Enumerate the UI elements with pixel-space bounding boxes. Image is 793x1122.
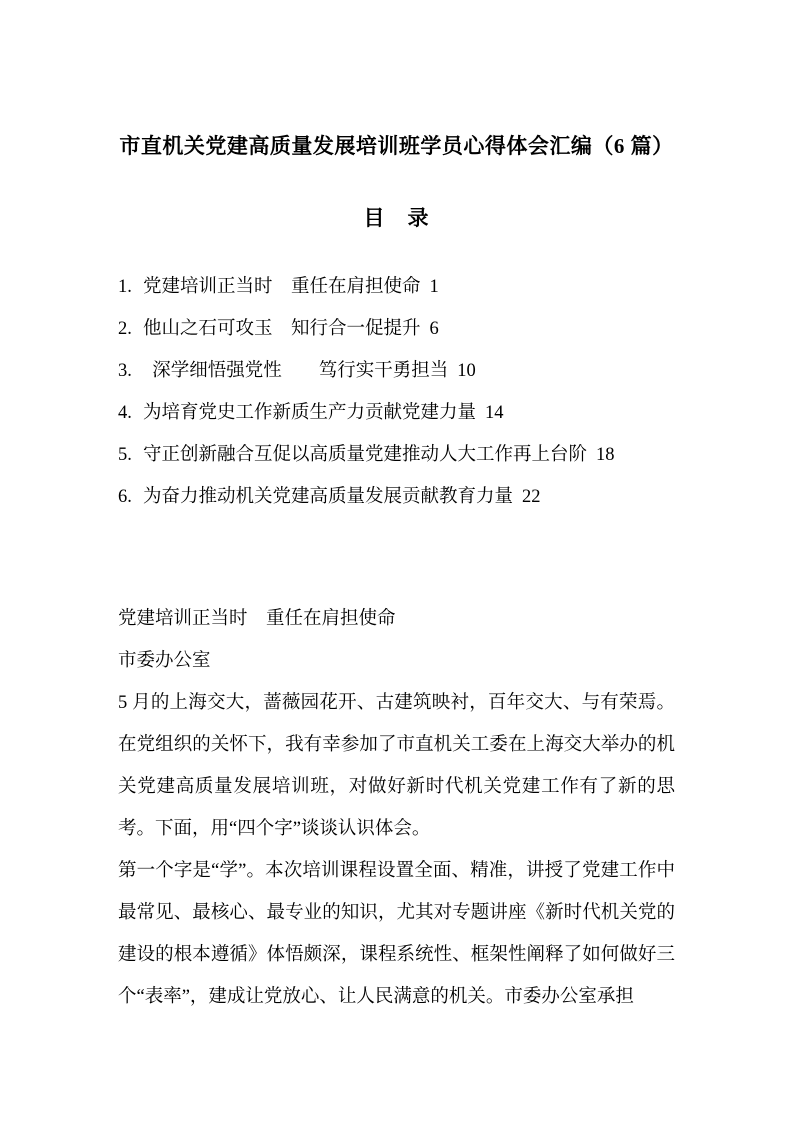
toc-item-page: 6 — [429, 319, 439, 339]
article — [118, 598, 675, 1018]
toc-item — [118, 434, 675, 476]
toc-item-title: 为培育党史工作新质生产力贡献党建力量 — [143, 403, 477, 423]
article-paragraph: 第一个字是“学”。本次培训课程设置全面、精准，讲授了党建工作中最常见、最核心、最专业的知识，尤其对专题讲座《新时代机关党的建设的根本遵循》体悟颇深，课程系统性、框架性阐释了如何做好三个“表率”，建成让党放心、让人民满意的机关。市委办公室承担 — [118, 861, 675, 1007]
toc-item-number: 2. — [118, 319, 132, 339]
toc-item-page: 22 — [522, 487, 541, 507]
toc-item-number: 1. — [118, 277, 132, 297]
toc-item-page: 1 — [429, 277, 439, 297]
toc-item-title: 为奋力推动机关党建高质量发展贡献教育力量 — [143, 487, 514, 507]
toc-item — [118, 392, 675, 434]
article-title: 党建培训正当时 重任在肩担使命 — [118, 609, 396, 629]
toc-item — [118, 476, 675, 518]
document-title: 市直机关党建高质量发展培训班学员心得体会汇编（6 篇） — [119, 134, 674, 158]
toc-item-number: 5. — [118, 445, 132, 465]
toc-item-page: 14 — [485, 403, 504, 423]
toc-item — [118, 308, 675, 350]
toc-item-number: 3. — [118, 361, 132, 381]
toc-item-number: 6. — [118, 487, 132, 507]
toc-item-page: 10 — [457, 361, 476, 381]
toc-item — [118, 350, 675, 392]
toc-item — [118, 266, 675, 308]
article-author: 市委办公室 — [118, 651, 211, 671]
toc-item-title: 深学细悟强党性 笃行实干勇担当 — [143, 361, 449, 381]
article-paragraph: 5 月的上海交大，蔷薇园花开、古建筑映衬，百年交大、与有荣焉。在党组织的关怀下，我有幸参加了市直机关工委在上海交大举办的机关党建高质量发展培训班，对做好新时代机关党建工作有了新的思考。下面，用“四个字”谈谈认识体会。 — [118, 693, 675, 839]
toc-heading: 目 录 — [363, 206, 430, 230]
article-paragraphs — [118, 682, 675, 1018]
toc-item-title: 他山之石可攻玉 知行合一促提升 — [143, 319, 421, 339]
toc-item-title: 守正创新融合互促以高质量党建推动人大工作再上台阶 — [143, 445, 588, 465]
toc-item-page: 18 — [596, 445, 615, 465]
toc-list — [118, 266, 675, 518]
toc-item-number: 4. — [118, 403, 132, 423]
toc-item-title: 党建培训正当时 重任在肩担使命 — [143, 277, 421, 297]
